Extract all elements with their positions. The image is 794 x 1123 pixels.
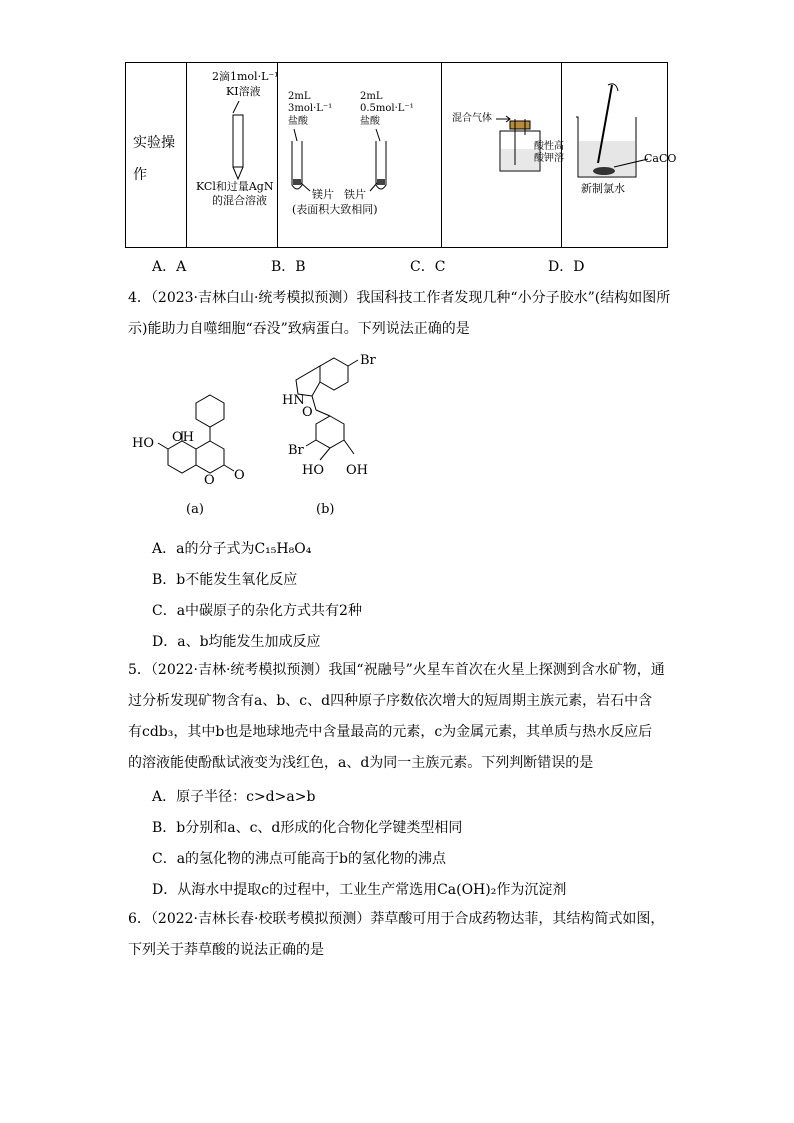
cell-a-reagent2: KI溶液 xyxy=(226,85,261,98)
cell-a-solution2: 的混合溶液 xyxy=(212,194,267,207)
cell-d-solid: CaCO xyxy=(644,152,677,165)
cell-a-reagent: 2滴1mol·L⁻¹ xyxy=(212,70,279,83)
q5-option-b: B．b分别和a、c、d形成的化合物化学键类型相同 xyxy=(152,820,463,836)
q4-option-b: B．b不能发生氧化反应 xyxy=(152,572,298,588)
q4-stem-line2: 示)能助力自噬细胞“吞没”致病蛋白。下列说法正确的是 xyxy=(128,321,470,337)
q4-option-c: C．a中碳原子的杂化方式共有2种 xyxy=(152,603,362,619)
figure-b-label: (b) xyxy=(316,502,335,517)
q4-stem-line1: 4．（2023·吉林白山·统考模拟预测）我国科技工作者发现几种“小分子胶水”(结构如图所 xyxy=(128,290,671,306)
table-divider xyxy=(441,63,442,247)
table-divider xyxy=(186,63,187,247)
row-label: 实验操 作 xyxy=(133,135,175,183)
beaker-icon xyxy=(570,77,666,187)
q4-option-a: A．a的分子式为C₁₅H₈O₄ xyxy=(152,541,312,557)
figure-a-label: (a) xyxy=(186,502,204,517)
label-oh: OH xyxy=(172,430,194,445)
cell-d-water: 新制氯水 xyxy=(581,182,625,195)
label-oh-b: OH xyxy=(346,463,368,478)
dropper-icon xyxy=(221,101,261,181)
structure-b-figure xyxy=(280,350,390,490)
cell-c-reagent1: 酸性高 xyxy=(534,141,564,152)
cell-b-right-acid: 盐酸 xyxy=(360,116,380,127)
cell-a-solution: KCl和过量AgN xyxy=(196,180,274,193)
cell-b-left-acid: 盐酸 xyxy=(288,116,308,127)
cell-b-right-vol: 2mL xyxy=(360,91,383,102)
cell-b-fe: 铁片 xyxy=(344,188,366,201)
q5-option-c: C．a的氢化物的沸点可能高于b的氢化物的沸点 xyxy=(152,851,447,867)
label-hn: HN xyxy=(282,393,305,408)
q5-stem-line1: 5．（2022·吉林·统考模拟预测）我国“祝融号”火星车首次在火星上探测到含水矿物，通 xyxy=(128,662,665,678)
q6-stem-line1: 6．（2022·吉林长春·校联考模拟预测）莽草酸可用于合成药物达菲，其结构简式如图， xyxy=(128,911,665,927)
label-o-carbonyl: O xyxy=(234,468,245,483)
experiment-table xyxy=(125,62,677,248)
cell-c-reagent2: 酸钾溶 xyxy=(534,153,564,164)
cell-b-mg: 镁片 xyxy=(312,188,334,201)
structure-a-figure xyxy=(130,385,260,490)
cell-c-gas: 混合气体 xyxy=(452,113,492,124)
q5-option-a: A．原子半径：c>d>a>b xyxy=(152,789,316,805)
cell-b-left-conc: 3mol·L⁻¹ xyxy=(288,103,333,114)
q5-stem-line4: 的溶液能使酚酞试液变为浅红色，a、d为同一主族元素。下列判断错误的是 xyxy=(128,755,594,771)
label-ho-b: HO xyxy=(302,463,324,478)
q6-stem-line2: 下列关于莽草酸的说法正确的是 xyxy=(128,942,324,958)
label-o-ring: O xyxy=(204,473,215,488)
test-tubes-icon xyxy=(284,127,394,197)
label-ho: HO xyxy=(132,436,154,451)
table-divider xyxy=(277,63,278,247)
q3-option-b: B．B xyxy=(271,259,306,275)
cell-b-right-conc: 0.5mol·L⁻¹ xyxy=(360,103,414,114)
cell-b-left-vol: 2mL xyxy=(288,91,311,102)
q5-stem-line3: 有cdb₃，其中b也是地球地壳中含量最高的元素，c为金属元素，其单质与热水反应后 xyxy=(128,724,653,740)
q5-stem-line2: 过分析发现矿物含有a、b、c、d四种原子序数依次增大的短周期主族元素，岩石中含 xyxy=(128,693,653,709)
q3-option-c: C．C xyxy=(410,259,446,275)
q4-option-d: D．a、b均能发生加成反应 xyxy=(152,634,321,650)
q5-option-d: D．从海水中提取c的过程中，工业生产常选用Ca(OH)₂作为沉淀剂 xyxy=(152,882,567,898)
label-br-top: Br xyxy=(360,353,376,368)
cell-b-note: (表面积大致相同) xyxy=(292,203,378,216)
q3-option-a: A．A xyxy=(152,259,187,275)
label-br-bottom: Br xyxy=(288,443,304,458)
label-o-lactam: O xyxy=(302,405,313,420)
q3-option-d: D．D xyxy=(548,259,585,275)
